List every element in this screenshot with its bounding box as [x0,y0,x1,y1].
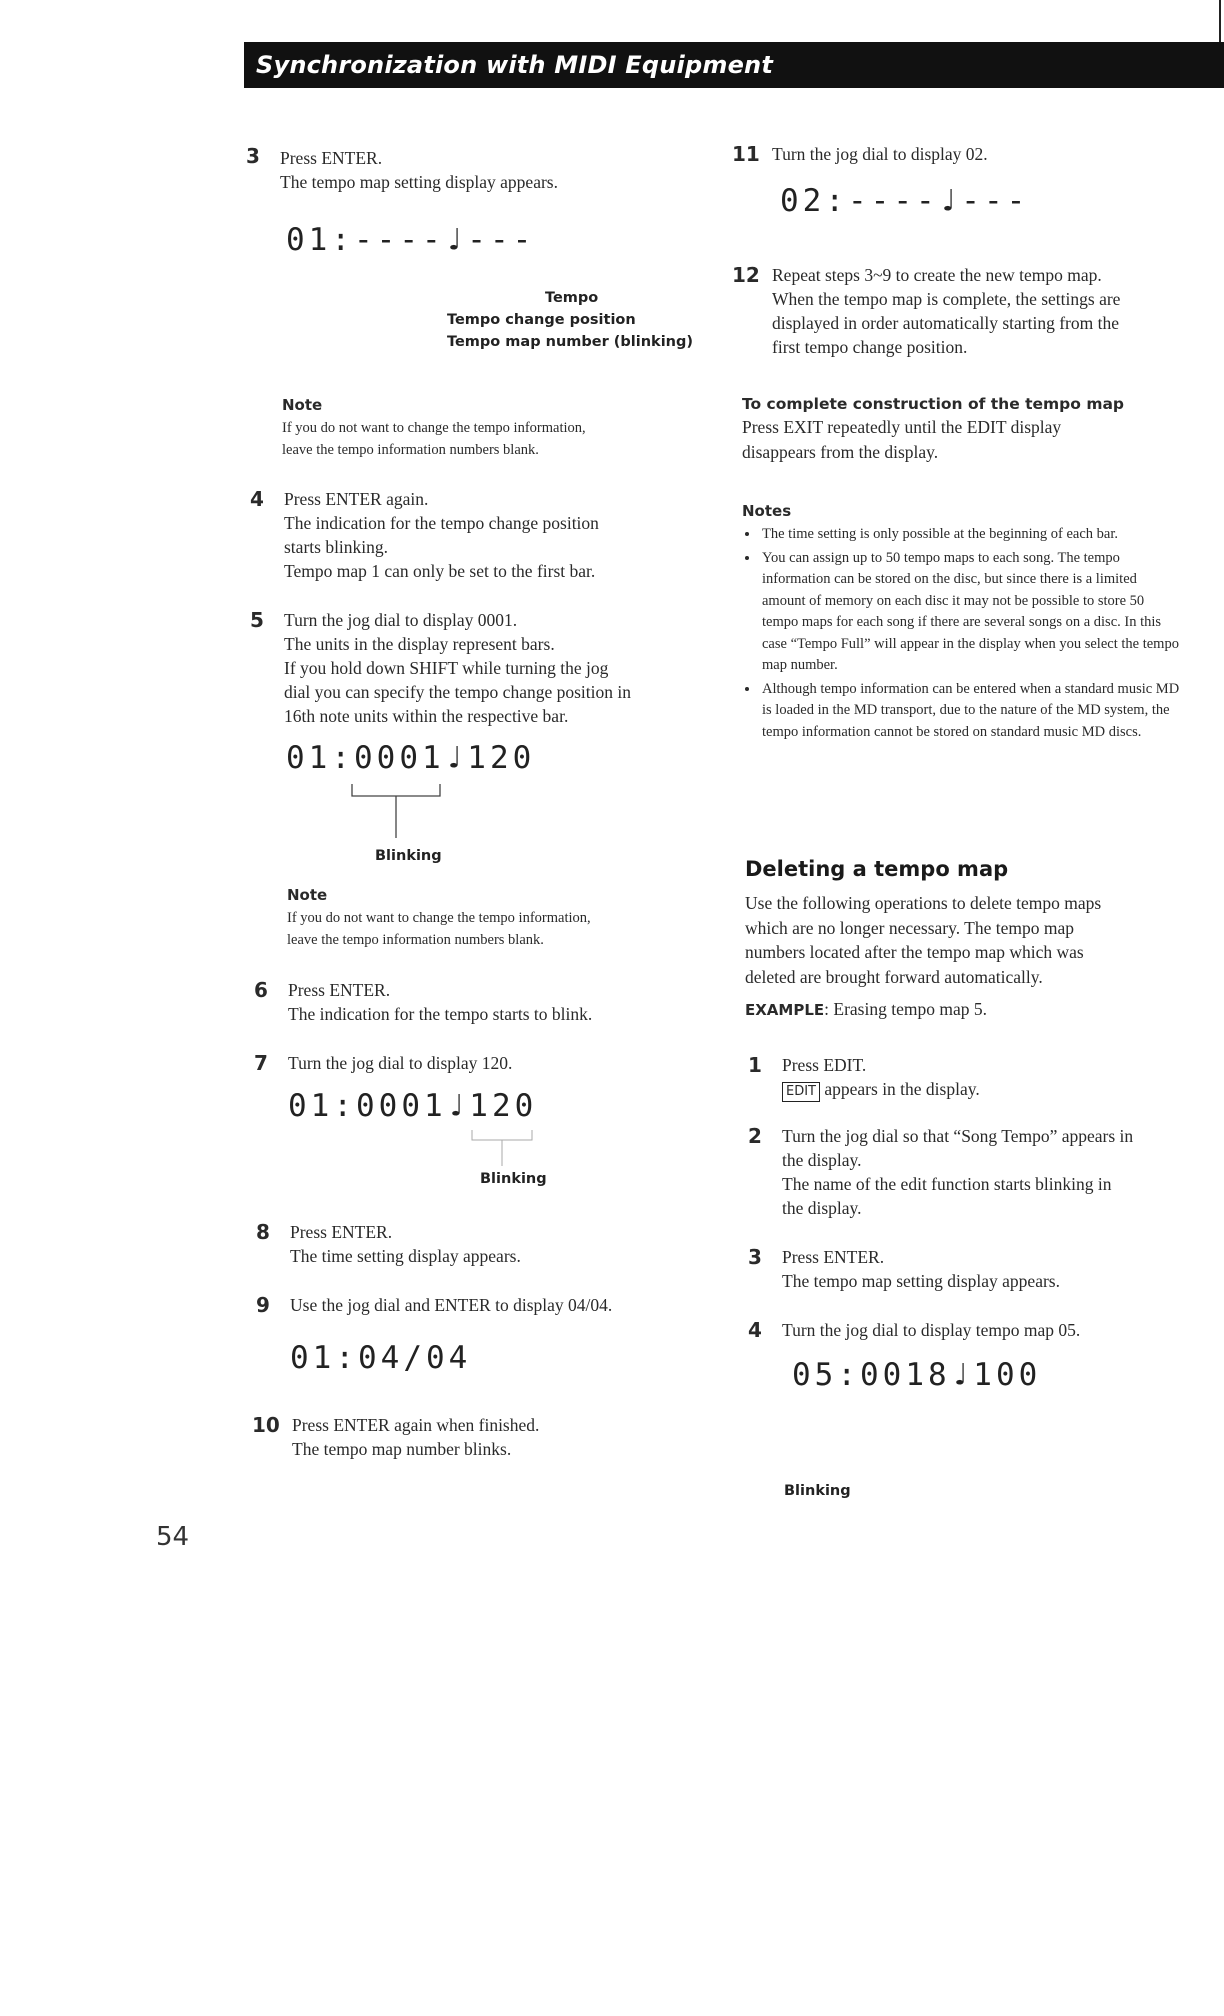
step-text: Tempo map 1 can only be set to the first bar. [284,561,596,581]
note-2 [287,886,591,951]
example-line [745,997,1205,1023]
step-7 [254,1051,513,1075]
note-1 [282,396,586,461]
step-text: first tempo change position. [772,337,968,357]
body-text: Use the following operations to delete tempo maps [745,893,1102,913]
step-number: 6 [254,978,268,1002]
step-text: When the tempo map is complete, the settings are [772,289,1121,309]
step-text: The units in the display represent bars. [284,634,555,654]
step-5 [250,608,631,728]
step-4 [250,487,599,583]
subsection-heading: To complete construction of the tempo map [742,395,1125,413]
step-text-suffix: appears in the display. [820,1079,980,1099]
note-text: If you do not want to change the tempo information, [287,910,591,926]
lcd-display: 01:04/04 [290,1340,472,1376]
label-tempo-map-number: Tempo map number (blinking) [447,334,693,350]
delete-step-1 [748,1053,980,1102]
note-text: leave the tempo information numbers blank. [287,932,544,948]
lcd-display: 02:----♩--- [780,183,1030,219]
section-header: Synchronization with MIDI Equipment [244,42,1224,88]
lcd-display: 01:0001♩120 [286,740,536,776]
step-text: The tempo map number blinks. [292,1439,512,1459]
step-text: 16th note units within the respective bar. [284,706,569,726]
step-text: The time setting display appears. [290,1246,521,1266]
body-text: deleted are brought forward automatically. [745,966,1043,987]
lcd-display: 01:0001♩120 [288,1088,538,1124]
example-text: : Erasing tempo map 5. [824,999,987,1019]
step-text: Turn the jog dial to display tempo map 05. [782,1320,1081,1340]
step-text: the display. [782,1198,862,1218]
body-text: Press EXIT repeatedly until the EDIT display [742,417,1062,437]
step-number: 8 [256,1220,270,1244]
label-tempo-change-position: Tempo change position [447,312,636,328]
step-text: Press ENTER. [782,1247,885,1267]
delete-step-2 [748,1124,1134,1220]
step-3 [246,144,558,194]
step-text: dial you can specify the tempo change position in [284,682,631,702]
body-text: numbers located after the tempo map which was [745,942,1084,962]
step-number: 7 [254,1051,268,1075]
notes-heading: Notes [742,502,792,520]
delete-step-4 [748,1318,1081,1342]
step-number: 12 [732,263,760,287]
page-number: 54 [156,1522,190,1552]
step-number: 4 [250,487,264,511]
lcd-display: 01:----♩--- [286,222,536,258]
list-item: • Although tempo information can be entered when a standard music MD is loaded in the MD transport, due to the nature of the MD system, the tempo information cannot be stored on standard music MD discs. [760,679,1182,744]
body-text: which are no longer necessary. The tempo map [745,917,1074,938]
blink-bracket [470,1128,540,1170]
example-label: EXAMPLE [745,1001,825,1019]
delete-step-3 [748,1245,1060,1293]
step-text: The indication for the tempo change position [284,513,599,533]
step-text: the display. [782,1150,862,1170]
step-text: The indication for the tempo starts to blink. [288,1004,593,1024]
step-text: displayed in order automatically starting from the [772,313,1119,333]
step-number: 3 [748,1245,762,1269]
step-text: Turn the jog dial to display 02. [772,144,988,164]
step-number: 4 [748,1318,762,1342]
complete-construction [742,395,1124,464]
note-text: If you do not want to change the tempo information, [282,420,586,436]
list-item: • You can assign up to 50 tempo maps to each song. The tempo information can be stored on the disc, but since there is a limited amount of memory on each disc it may not be possible to store 50 tempo maps for each song if there are several songs on a disc. In this case “Tempo Full” will appear in the display when you select the tempo map number. [760,548,1182,677]
step-12 [732,263,1121,359]
lcd-display: 05:0018♩100 [792,1357,1042,1393]
step-text: Press ENTER. [288,980,391,1000]
step-text: The name of the edit function starts blinking in [782,1174,1112,1194]
step-text: The tempo map setting display appears. [280,172,558,192]
step-text: The tempo map setting display appears. [782,1271,1060,1291]
step-number: 5 [250,608,264,632]
step-number: 11 [732,142,760,166]
step-text: If you hold down SHIFT while turning the jog [284,658,609,678]
page-edge-line [1219,0,1221,44]
step-text: Press ENTER. [280,148,383,168]
section-heading: Deleting a tempo map [745,857,1009,881]
note-text: leave the tempo information numbers blank. [282,442,539,458]
blinking-label: Blinking [784,1483,851,1499]
blinking-label: Blinking [480,1171,547,1187]
step-text: Use the jog dial and ENTER to display 04/04. [290,1295,613,1315]
step-text: Press EDIT. [782,1055,867,1075]
step-text: Press ENTER again. [284,489,429,509]
step-text: Press ENTER again when finished. [292,1415,540,1435]
step-text: Repeat steps 3~9 to create the new tempo map. [772,265,1102,285]
notes-block [742,502,1182,745]
note-heading: Note [282,396,323,414]
list-item: • The time setting is only possible at the beginning of each bar. [760,524,1182,546]
step-8 [256,1220,521,1268]
step-text: Turn the jog dial to display 120. [288,1053,513,1073]
step-text: Turn the jog dial so that “Song Tempo” appears in [782,1126,1134,1146]
edit-indicator: EDIT [782,1082,820,1102]
step-number: 1 [748,1053,762,1077]
blinking-label: Blinking [375,848,442,864]
step-number: 10 [252,1413,280,1437]
step-9 [256,1293,613,1317]
step-text: Turn the jog dial to display 0001. [284,610,518,630]
step-number: 2 [748,1124,762,1148]
step-text [782,1077,980,1102]
step-11 [732,142,988,166]
label-tempo: Tempo [545,290,599,306]
step-6 [254,978,593,1026]
step-text: Press ENTER. [290,1222,393,1242]
deleting-section [745,857,1205,1023]
step-number: 3 [246,144,260,168]
step-10 [252,1413,540,1461]
blink-bracket [350,782,450,842]
step-text: starts blinking. [284,537,389,557]
step-number: 9 [256,1293,270,1317]
note-heading: Note [287,886,328,904]
body-text: disappears from the display. [742,441,939,462]
notes-list [742,524,1182,743]
